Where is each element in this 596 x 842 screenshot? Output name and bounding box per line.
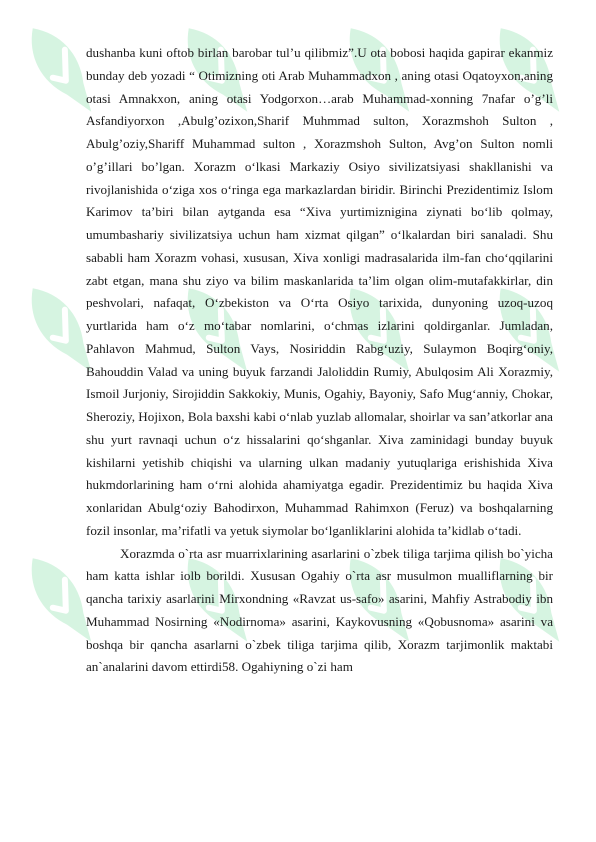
paragraph: Xorazmda o`rta asr muarrixlarining asarlarini o`zbek tiliga tarjima qilish bo`yicha ham katta ishlar iolb borildi. Xususan Ogahiy o`rta asr musulmon mualliflarning bir qancha tarixiy asarlarini Mirxondning «Ravzat us-safo» asarini, Mahfiy Astrabodiy ibn Muhammad Nosirning «Nodirnoma» asarini, Kaykovusning «Qobusnoma» asarini va boshqa bir qancha asarlarni o`zbek tiliga tarjima qilib, Xorazm tarjimonlik maktabi an`analarini davom ettirdi58. Ogahiyning o`zi ham — [86, 545, 553, 675]
document-body — [86, 42, 553, 679]
paragraph: dushanba kuni oftob birlan barobar tul’u qilibmiz”.U ota bobosi haqida gapirar ekanmiz bunday deb yozadi “ Otimizning oti Arab Muhammadxon , aning otasi Oqatoyxon,aning otasi Amnakxon, aning otasi Yodgorxon…arab Muhammad-xonning 7nafar o’g’li Asfandiyorxon ,Abulg’ozixon,Sharif Muhmmad sulton, Xorazmshoh Sulton , Abulg’oziy,Shariff Muhammad sulton , Xorazmshoh Sulton, Avg’on Sulton nomli o’g’illari bo’lgan. Xorazm o‘lkasi Markaziy Osiyo sivilizatsiyasi shakllanishi va rivojlanishida o‘ziga xos o‘ringa ega markazlardan biridir. Birinchi Prezidentimiz Islom Karimov ta’biri bilan aytganda esa “Xiva yurtimiznigina ziynati bo‘lib qolmay, umumbashariy sivilizatsiya uchun ham xizmat qilgan” o‘lkalardan biri sanaladi. Shu sababli ham Xorazm vohasi, xususan, Xiva xonligi madrasalarida ilm-fan cho‘qqilarini zabt etgan, mana shu ziyo va bilim maskanlarida ta’lim olgan olim-mutafakkirlar, din peshvolari, nafaqat, O‘zbekiston va O‘rta Osiyo tarixida, dunyoning uzoq-uzoq yurtlarida ham o‘z mo‘tabar nomlarini, o‘chmas izlarini qoldirganlar. Jumladan, Pahlavon Mahmud, Sulton Vays, Nosiriddin Rabg‘uziy, Sulaymon Boqirg‘oniy, Bahouddin Valad va uning buyuk farzandi Jaloliddin Rumiy, Abulqosim Ali Xorazmiy, Ismoil Jurjoniy, Sirojiddin Sakkokiy, Munis, Ogahiy, Bayoniy, Safo Mug‘anniy, Chokar, Sheroziy, Hojixon, Bola baxshi kabi o‘nlab yuzlab allomalar, shoirlar va san’atkorlar ana shu yurt ravnaqi uchun o‘z hissalarini qo‘shganlar. Xiva zaminidagi bunday buyuk kishilarni yetishib chiqishi va ularning ulkan madaniy yutuqlariga erishishida Xiva hukmdorlarining ham o‘rni alohida ahamiyatga egadir. Prezidentimiz bu haqida Xiva xonlaridan Abulg‘oziy Bahodirxon, Muhammad Rahimxon (Feruz) va boshqalarning fozil insonlar, ma’rifatli va yetuk siymolar bo‘lganliklarini alohida ta’kidlab o‘tadi. — [86, 45, 553, 538]
